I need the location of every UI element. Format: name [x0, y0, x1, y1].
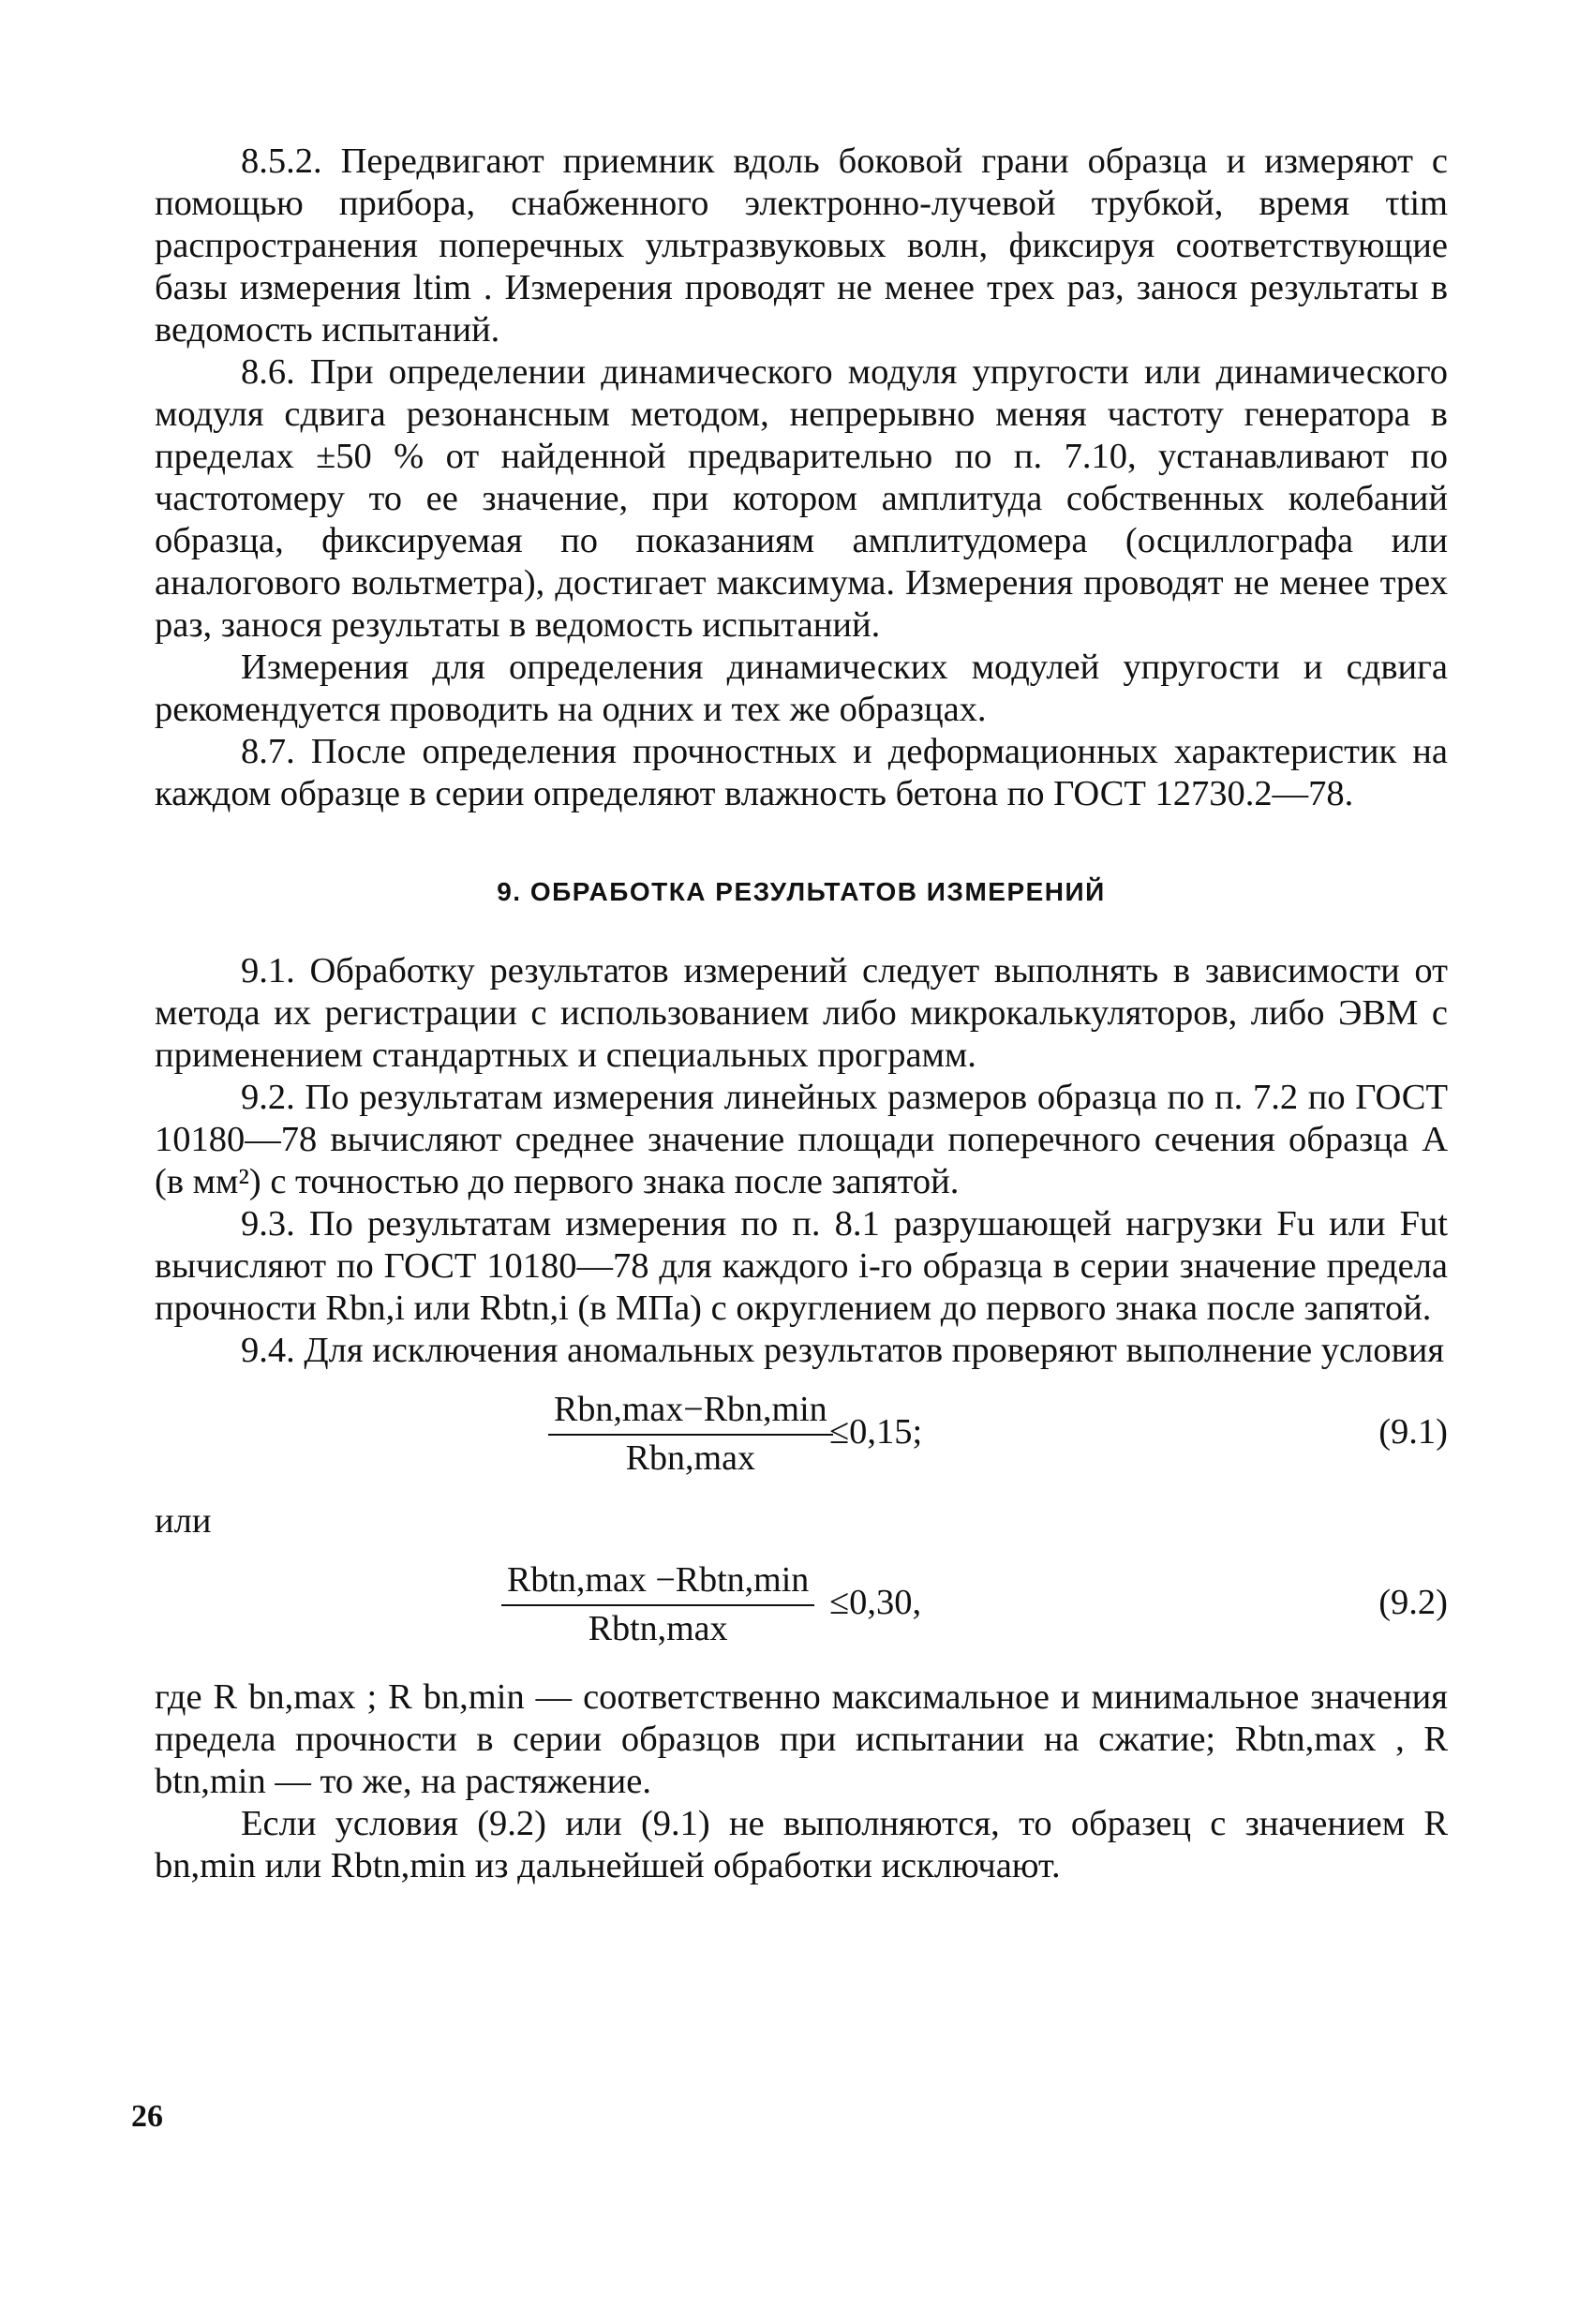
formula-9-2-inequality: ≤0,30, — [829, 1583, 922, 1622]
equation-number-9-1: (9.1) — [1378, 1412, 1448, 1452]
paragraph-8-6: 8.6. При определении динамического модуля упругости или динамического модуля сдвига резонансным методом, непрерывно меняя частоту генератора в пределах ±50 % от найденной предварительно по п. 7.10, устанавливают по частотомеру то ее значение, при котором амплитуда собственных колебаний образца, фиксируемая по показаниям амплитудомера (осциллографа или аналогового вольтметра), достигает максимума. Измерения проводят не менее трех раз, занося результаты в ведомость испытаний. — [155, 352, 1448, 645]
paragraph-where: где R bn,max ; R bn,min — соответственно максимальное и минимальное значения предела прочности в серии образцов при испытании на сжатие; Rbtn,max , R btn,min — то же, на растяжение. — [155, 1677, 1448, 1801]
formula-9-2-numerator: Rbtn,max −Rbtn,min — [507, 1560, 810, 1600]
formula-9-1 — [155, 1389, 1448, 1497]
paragraph-9-4: 9.4. Для исключения аномальных результатов проверяют выполнение условия — [241, 1331, 1445, 1370]
paragraph-8-6-note: Измерения для определения динамических модулей упругости и сдвига рекомендуется проводить на одних и тех же образцах. — [155, 648, 1448, 729]
formula-9-1-inequality: ≤0,15; — [829, 1412, 923, 1452]
formula-9-1-fraction — [548, 1389, 833, 1479]
conjunction-or: или — [155, 1501, 212, 1541]
formula-9-1-numerator: Rbn,max−Rbn,min — [554, 1390, 827, 1429]
formula-9-2 — [155, 1559, 1448, 1667]
paragraph-8-5-2: 8.5.2. Передвигают приемник вдоль боковой грани образца и измеряют с помощью прибора, снабженного электронно-лучевой трубкой, время τtim распространения поперечных ультразвуковых волн, фиксируя соответствующие базы измерения ltim . Измерения проводят не менее трех раз, занося результаты в ведомость испытаний. — [155, 142, 1448, 350]
formula-9-2-denominator: Rbtn,max — [588, 1609, 728, 1648]
document-page — [155, 141, 1448, 1887]
paragraph-9-2: 9.2. По результатам измерения линейных размеров образца по п. 7.2 по ГОСТ 10180—78 вычисляют среднее значение площади поперечного сечения образца A (в мм²) с точностью до первого знака после запятой. — [155, 1078, 1448, 1201]
paragraph-exclusion: Если условия (9.2) или (9.1) не выполняются, то образец с значением R bn,min или Rbtn,min из дальнейшей обработки исключают. — [155, 1804, 1448, 1885]
page-number: 26 — [131, 2099, 163, 2134]
formula-9-1-denominator: Rbn,max — [625, 1438, 755, 1478]
formula-9-2-fraction — [501, 1559, 814, 1649]
paragraph-8-7: 8.7. После определения прочностных и деформационных характеристик на каждом образце в серии определяют влажность бетона по ГОСТ 12730.2—78. — [155, 732, 1448, 813]
equation-number-9-2: (9.2) — [1378, 1583, 1448, 1622]
paragraph-9-3: 9.3. По результатам измерения по п. 8.1 разрушающей нагрузки Fu или Fut вычисляют по ГОСТ 10180—78 для каждого i-го образца в серии значение предела прочности Rbn,i или Rbtn,i (в МПа) с округлением до первого знака после запятой. — [155, 1204, 1448, 1328]
paragraph-9-1: 9.1. Обработку результатов измерений следует выполнять в зависимости от метода их регистрации с использованием либо микрокалькуляторов, либо ЭВМ с применением стандартных и специальных программ. — [155, 951, 1448, 1075]
section-heading-9: 9. ОБРАБОТКА РЕЗУЛЬТАТОВ ИЗМЕРЕНИЙ — [497, 877, 1106, 906]
